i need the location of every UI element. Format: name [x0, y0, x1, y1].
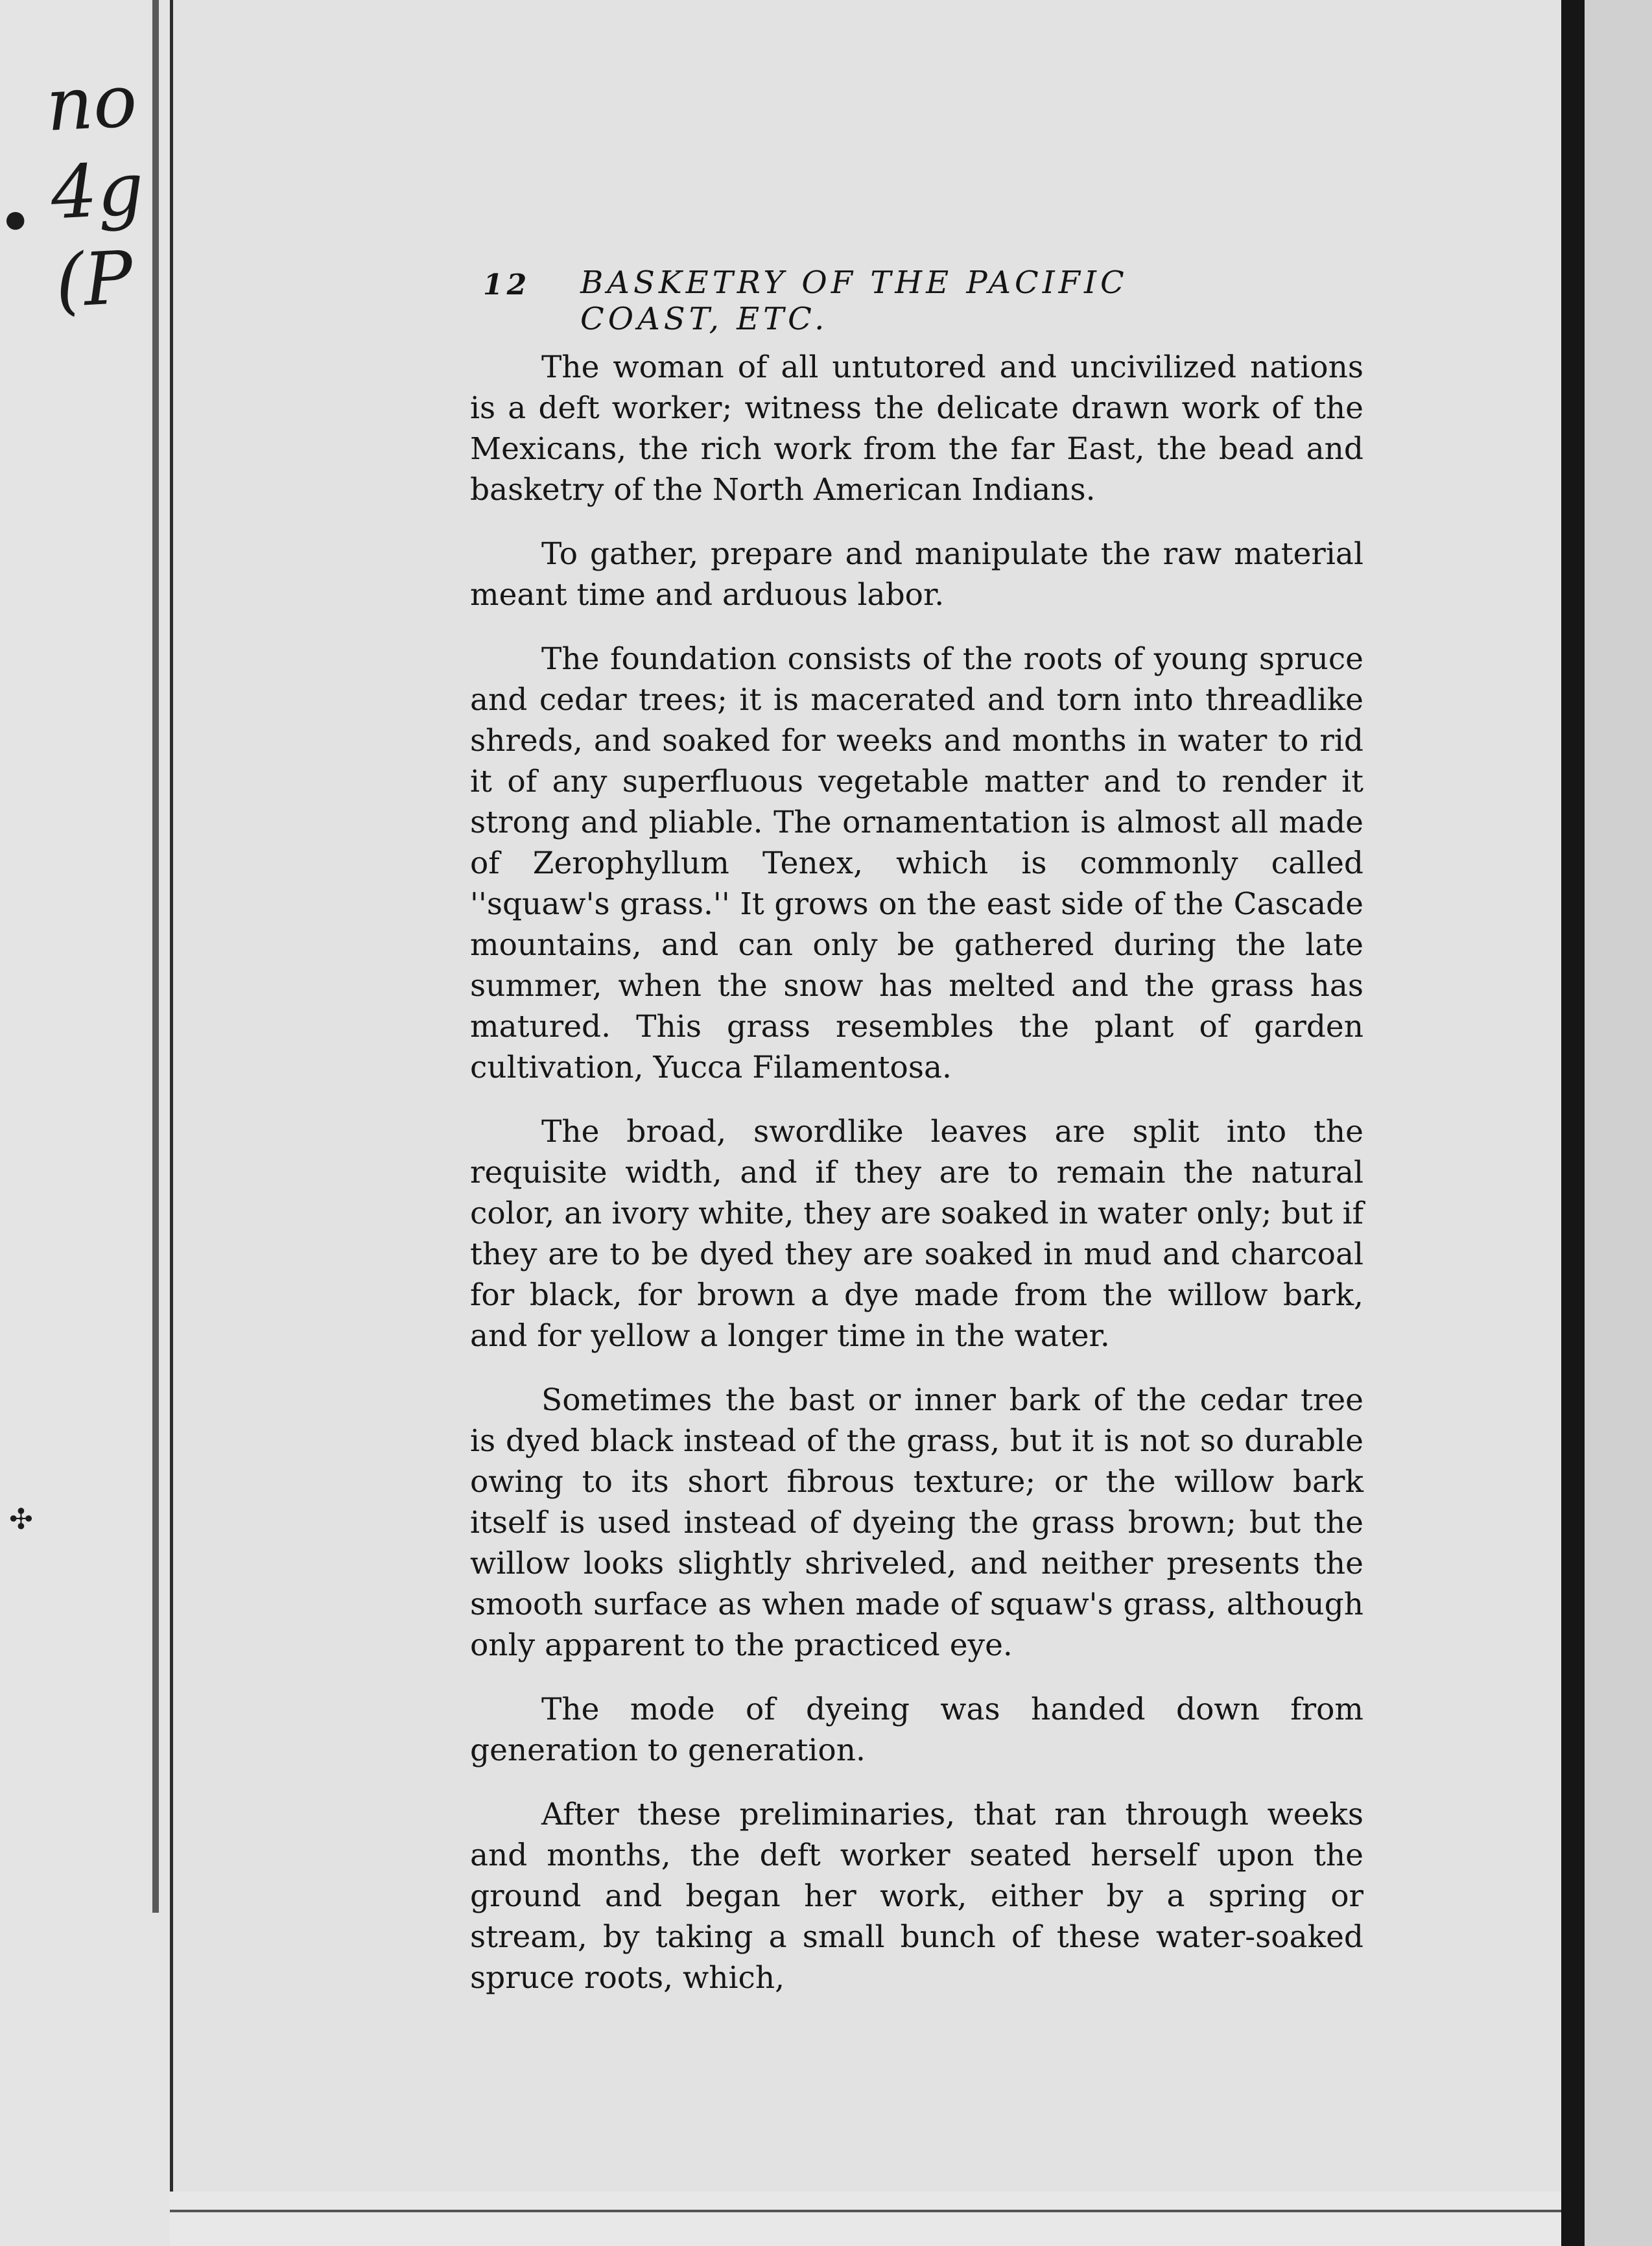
paragraph-4: The broad, swordlike leaves are split into the requisite width, and if they are to remain the natural color, an ivory white, they are soaked in water only; but if they are to be dyed they are soaked in mud and charcoal for black, for brown a dye made from the willow bark, and for yellow a longer time in the water. — [470, 1114, 1363, 1354]
handwritten-line-1: no — [44, 58, 139, 148]
handwritten-line-3: (P — [53, 235, 136, 324]
handwritten-margin-note — [44, 57, 150, 326]
running-title: BASKETRY OF THE PACIFIC COAST, ETC. — [580, 265, 1128, 337]
body-text — [470, 347, 1363, 2022]
adjacent-page-strip — [0, 0, 175, 2246]
running-header — [483, 265, 1271, 337]
margin-dot-mark: ● — [5, 206, 26, 233]
handwritten-line-2: 4g — [49, 147, 146, 236]
paragraph-3: The foundation consists of the roots of young spruce and cedar trees; it is macerated and torn into threadlike shreds, and soaked for weeks and months in water to rid it of any superfluous vegetable matter and to render it strong and pliable. The ornamentation is almost all made of Zerophyllum Tenex, which is commonly called ''squaw's grass.'' It grows on the east side of the Cascade mountains, and can only be gathered during the late summer, when the snow has melted and the grass has matured. This grass resembles the plant of garden cultivation, Yucca Filamentosa. — [470, 641, 1363, 1085]
paragraph-6: The mode of dyeing was handed down from generation to generation. — [470, 1692, 1363, 1768]
page-bottom-line — [170, 2210, 1561, 2212]
margin-ink-mark: ✣ — [9, 1503, 33, 1536]
paragraph-7: After these preliminaries, that ran through weeks and months, the deft worker seated herself upon the ground and began her work, either by a spring or stream, by taking a small bunch of these water-soaked spruce roots, which, — [470, 1797, 1363, 1996]
right-page-edge — [1561, 0, 1652, 2246]
paragraph-1: The woman of all untutored and uncivilized nations is a deft worker; witness the delicate drawn work of the Mexicans, the rich work from the far East, the bead and basketry of the North American Indians. — [470, 349, 1363, 508]
page-number: 12 — [483, 268, 531, 301]
paragraph-2: To gather, prepare and manipulate the raw material meant time and arduous labor. — [470, 536, 1363, 613]
next-page-sliver — [1585, 0, 1652, 2246]
page-bottom-edge — [170, 2192, 1561, 2246]
paragraph-5: Sometimes the bast or inner bark of the cedar tree is dyed black instead of the grass, but it is not so durable owing to its short fibrous texture; or the willow bark itself is used instead of dyeing the grass brown; but the willow looks slightly shriveled, and neither presents the smooth surface as when made of squaw's grass, although only apparent to the practiced eye. — [470, 1382, 1363, 1663]
page-fold-shadow — [152, 0, 159, 1913]
